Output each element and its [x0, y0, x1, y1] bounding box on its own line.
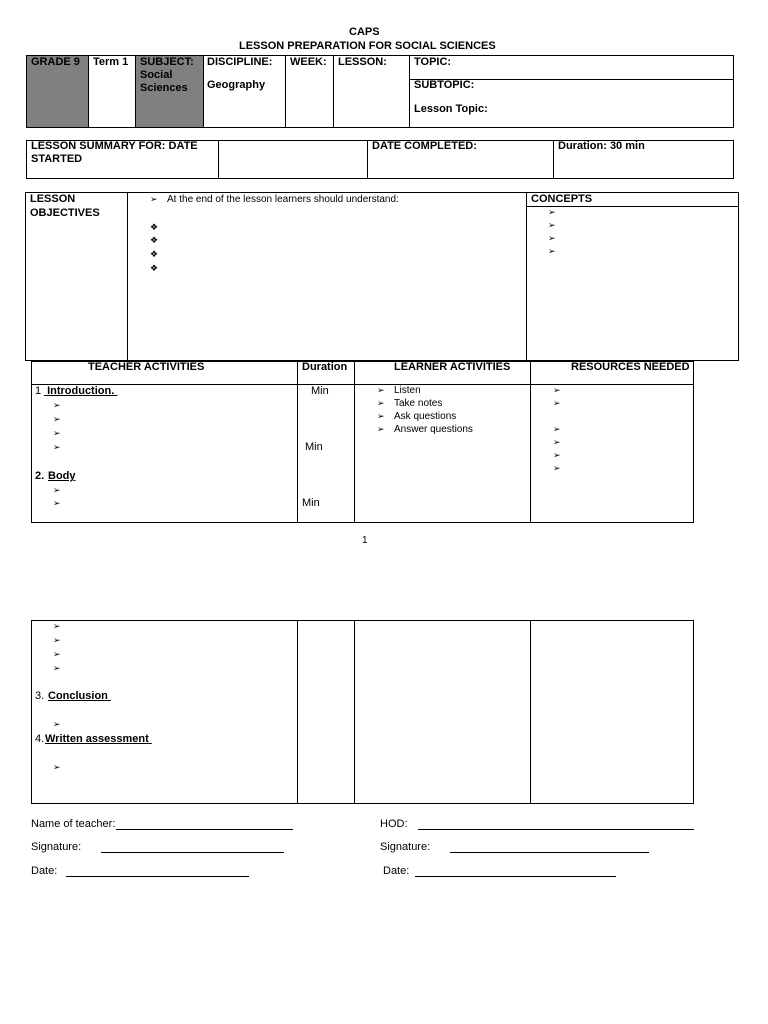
learner-item-ask-questions: Ask questions: [394, 411, 457, 422]
objectives-label-line1: LESSON: [30, 193, 76, 205]
body-title: Body: [48, 470, 76, 482]
hod-date-label: Date:: [383, 865, 410, 877]
duration-label: Duration: 30 min: [558, 140, 645, 152]
arrow-bullet-icon: [553, 462, 561, 475]
learner-item-listen: Listen: [394, 385, 421, 396]
diamond-bullet-icon: [150, 262, 158, 275]
continuation-table-border: [31, 620, 694, 804]
week-label: WEEK:: [290, 56, 327, 68]
objectives-intro-arrow-icon: [150, 193, 158, 206]
objectives-label-line2: OBJECTIVES: [30, 207, 100, 219]
diamond-bullet-icon: [150, 221, 158, 234]
hod-line[interactable]: [418, 829, 694, 830]
arrow-bullet-icon: [553, 423, 561, 436]
hod-signature-line[interactable]: [450, 852, 649, 853]
arrow-bullet-icon: [553, 449, 561, 462]
objectives-table-border: [25, 192, 739, 361]
date-completed-label: DATE COMPLETED:: [372, 140, 477, 152]
arrow-bullet-icon: [553, 397, 561, 410]
activities-table-border: [31, 361, 694, 523]
arrow-bullet-icon: [548, 206, 556, 219]
diamond-bullet-icon: [150, 248, 158, 261]
subtopic-label: SUBTOPIC:: [414, 79, 475, 91]
header-title-caps: CAPS: [349, 26, 380, 38]
objectives-intro: At the end of the lesson learners should understand:: [167, 194, 399, 205]
arrow-bullet-icon: [377, 410, 385, 423]
learner-activities-header: LEARNER ACTIVITIES: [394, 361, 511, 373]
body-number: 2.: [35, 470, 45, 482]
arrow-bullet-icon: [53, 662, 61, 675]
lesson-topic-label: Lesson Topic:: [414, 103, 488, 115]
teacher-name-line[interactable]: [116, 829, 293, 830]
diamond-bullet-icon: [150, 234, 158, 247]
arrow-bullet-icon: [53, 620, 61, 633]
arrow-bullet-icon: [53, 484, 61, 497]
intro-number: 1: [35, 385, 42, 397]
arrow-bullet-icon: [53, 413, 61, 426]
arrow-bullet-icon: [377, 397, 385, 410]
topic-label: TOPIC:: [414, 56, 452, 68]
teacher-date-label: Date:: [31, 865, 58, 877]
arrow-bullet-icon: [377, 384, 385, 397]
learner-item-take-notes: Take notes: [394, 398, 443, 409]
assessment-number: 4.: [35, 733, 45, 745]
learner-item-answer-questions: Answer questions: [394, 424, 473, 435]
summary-label-line2: STARTED: [31, 153, 83, 165]
summary-label-line1: LESSON SUMMARY FOR: DATE: [31, 140, 198, 152]
teacher-signature-line[interactable]: [101, 852, 284, 853]
duration-header: Duration: [302, 361, 348, 373]
lesson-label: LESSON:: [338, 56, 387, 68]
teacher-activities-header: TEACHER ACTIVITIES: [88, 361, 205, 373]
arrow-bullet-icon: [53, 634, 61, 647]
term-label: Term 1: [93, 56, 129, 68]
arrow-bullet-icon: [53, 761, 61, 774]
arrow-bullet-icon: [53, 441, 61, 454]
arrow-bullet-icon: [53, 648, 61, 661]
grade-label: GRADE 9: [31, 56, 80, 68]
resources-needed-header: RESOURCES NEEDED: [571, 361, 690, 373]
arrow-bullet-icon: [548, 232, 556, 245]
hod-signature-label: Signature:: [380, 841, 431, 853]
arrow-bullet-icon: [377, 423, 385, 436]
arrow-bullet-icon: [553, 384, 561, 397]
teacher-name-label: Name of teacher:: [31, 818, 116, 830]
duration-min-2: Min: [305, 441, 323, 453]
arrow-bullet-icon: [548, 245, 556, 258]
concepts-label: CONCEPTS: [531, 193, 593, 205]
subject-line3: Sciences: [140, 82, 188, 94]
duration-min-1: Min: [311, 385, 329, 397]
hod-label: HOD:: [380, 818, 408, 830]
arrow-bullet-icon: [53, 497, 61, 510]
arrow-bullet-icon: [53, 427, 61, 440]
arrow-bullet-icon: [553, 436, 561, 449]
header-title-main: LESSON PREPARATION FOR SOCIAL SCIENCES: [239, 40, 496, 52]
arrow-bullet-icon: [53, 399, 61, 412]
intro-title: Introduction.: [47, 385, 115, 397]
discipline-label: DISCIPLINE:: [207, 56, 273, 68]
conclusion-number: 3.: [35, 690, 45, 702]
teacher-date-line[interactable]: [66, 876, 249, 877]
conclusion-title: Conclusion: [48, 690, 108, 702]
discipline-value: Geography: [207, 79, 266, 91]
page-number: 1: [362, 535, 368, 546]
teacher-signature-label: Signature:: [31, 841, 82, 853]
arrow-bullet-icon: [548, 219, 556, 232]
assessment-title: Written assessment: [45, 733, 149, 745]
subject-label: SUBJECT:: [140, 56, 194, 68]
hod-date-line[interactable]: [415, 876, 616, 877]
arrow-bullet-icon: [53, 718, 61, 731]
subject-line2: Social: [140, 69, 173, 81]
duration-min-3: Min: [302, 497, 320, 509]
